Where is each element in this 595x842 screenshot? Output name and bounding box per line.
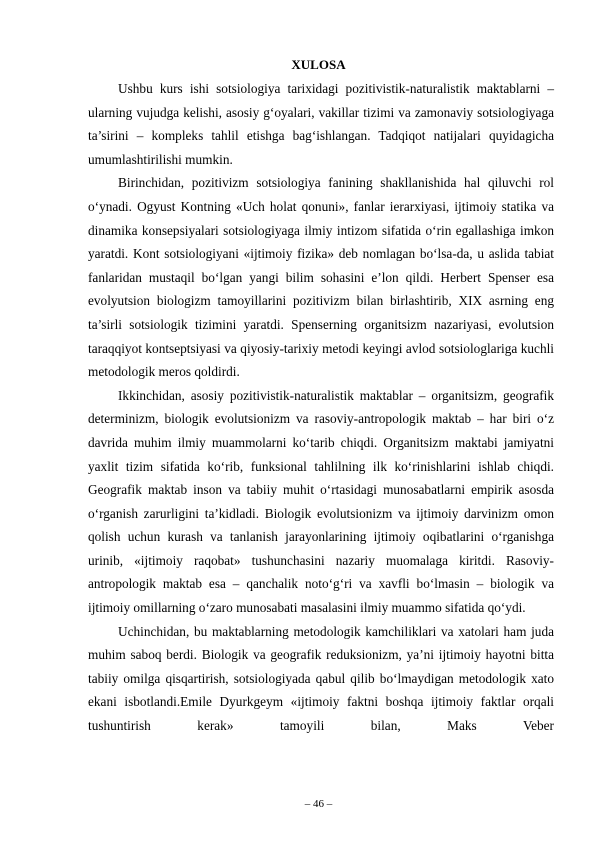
page-title: XULOSA [291, 57, 346, 72]
paragraph-intro: Ushbu kurs ishi sotsiologiya tarixidagi pozitivistik-naturalistik maktablarni – ularning vujudga kelishi, asosiy g‘oyalari, vakillar tizimi va zamonaviy sotsiologiyaga ta’sirini – kompleks tahlil etishga bag‘ishlangan. Tadqiqot natijalari quyidagicha umumlashtirilishi mumkin. [88, 81, 554, 167]
paragraph-second: Ikkinchidan, asosiy pozitivistik-naturalistik maktablar – organitsizm, geografik determinizm, biologik evolutsionizm va rasoviy-antropologik maktab – har biri o‘z davrida muhim ilmiy muammolarni ko‘tarib chiqdi. Organitsizm maktabi jamiyatni yaxlit tizim sifatida ko‘rib, funksional tahlilning ilk ko‘rinishlarini ishlab chiqdi. Geografik maktab inson va tabiiy muhit o‘rtasidagi munosabatlarni empirik asosda o‘rganish zarurligini ta’kidladi. Biologik evolutsionizm va ijtimoiy darvinizm omon qolish uchun kurash va tanlanish jarayonlarining ijtimoiy oqibatlarini o‘rganishga urinib, «ijtimoiy raqobat» tushunchasini nazariy muomalaga kiritdi. Rasoviy-antropologik maktab esa – qanchalik noto‘g‘ri va xavfli bo‘lmasin – biologik va ijtimoiy omillarning o‘zaro munosabati masalasini ilmiy muammo sifatida qo‘ydi. [88, 387, 554, 616]
page-number: – 46 – [304, 798, 333, 810]
body-text [88, 77, 554, 738]
paragraph-third: Uchinchidan, bu maktablarning metodologik kamchiliklari va xatolari ham juda muhim saboq berdi. Biologik va geografik reduksionizm, ya’ni ijtimoiy hayotni bitta tabiiy omilga qisqartirish, sotsiologiyada qabul qilib bo‘lmaydigan metodologik xato ekani isbotlandi.Emile Dyurkgeym «ijtimoiy faktni boshqa ijtimoiy faktlar orqali tushuntirish kerak» tamoyili bilan, Maks Veber [88, 623, 554, 734]
paragraph-first: Birinchidan, pozitivizm sotsiologiya fanining shakllanishida hal qiluvchi rol o‘ynadi. Ogyust Kontning «Uch holat qonuni», fanlar ierarxiyasi, ijtimoiy statika va dinamika konsepsiyalari sotsiologiyaga ilmiy intizom sifatida o‘rin egallashiga imkon yaratdi. Kont sotsiologiyani «ijtimoiy fizika» deb nomlagan bo‘lsa-da, u aslida tabiat fanlaridan mustaqil bo‘lgan yangi bilim sohasini e’lon qildi. Herbert Spenser esa evolyutsion biologizm tamoyillarini pozitivizm bilan birlashtirib, XIX asrning eng ta’sirli sotsiologik tizimini yaratdi. Spenserning organitsizm nazariyasi, evolutsion taraqqiyot kontseptsiyasi va qiyosiy-tarixiy metodi keyingi avlod sotsiologlariga kuchli metodologik meros qoldirdi. [88, 175, 554, 380]
